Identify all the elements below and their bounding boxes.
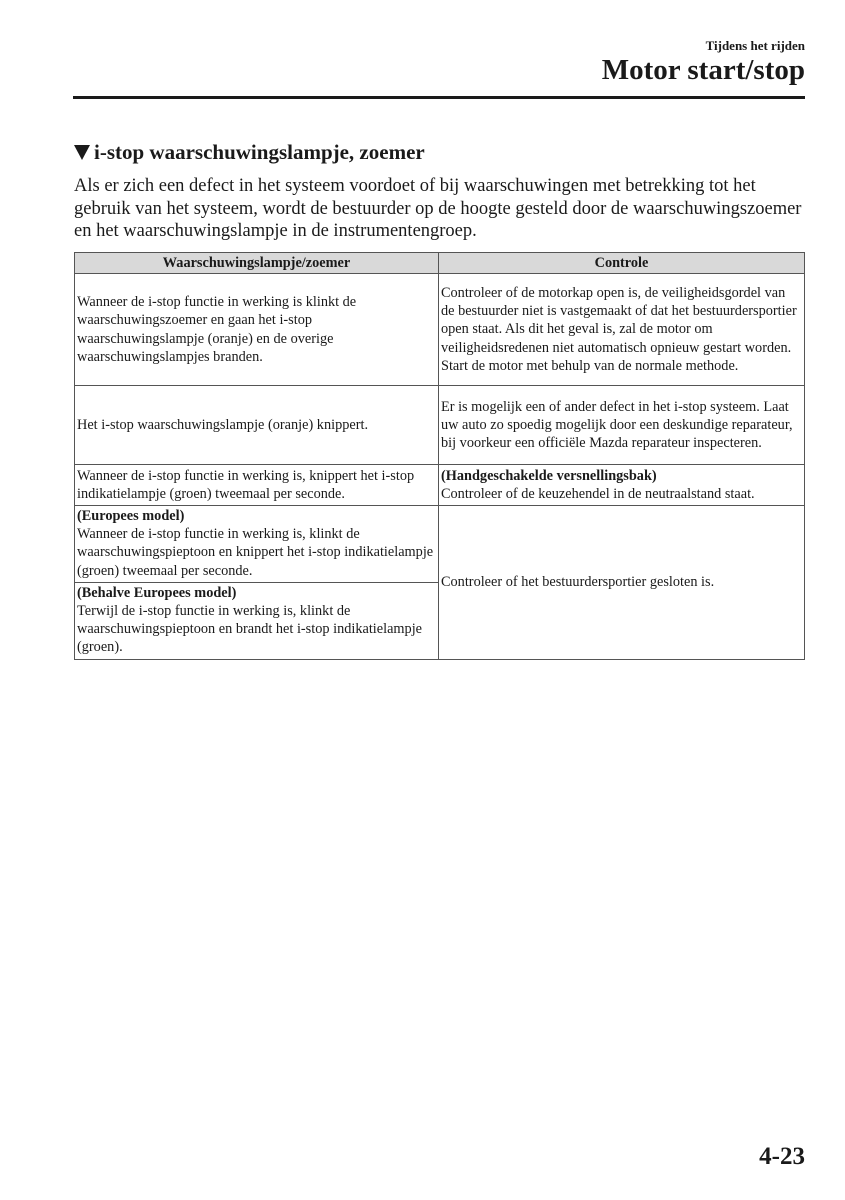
section-title: i-stop waarschuwingslampje, zoemer bbox=[94, 140, 425, 164]
column-header-check: Controle bbox=[439, 253, 805, 274]
table-cell-condition: Het i-stop waarschuwingslampje (oranje) knippert. bbox=[75, 386, 439, 465]
table-header-row bbox=[75, 253, 805, 274]
triangle-bullet-icon bbox=[74, 145, 90, 160]
sub-condition-heading: (Europees model) bbox=[77, 508, 185, 524]
table-row bbox=[75, 274, 805, 386]
intro-paragraph: Als er zich een defect in het systeem voordoet of bij waarschuwingen met betrekking tot het gebruik van het systeem, wordt de bestuurder op de hoogte gesteld door de waarschuwingszoemer en het waarschuwingslampje in de instrumentengroep. bbox=[74, 176, 802, 241]
table-row bbox=[75, 506, 805, 660]
column-header-warning: Waarschuwingslampje/zoemer bbox=[75, 253, 439, 274]
table-row bbox=[75, 386, 805, 465]
table-cell-action: Controleer of het bestuurdersportier gesloten is. bbox=[439, 506, 805, 660]
table-cell-condition: Wanneer de i-stop functie in werking is, knippert het i-stop indikatielampje (groen) tweemaal per seconde. bbox=[75, 465, 439, 506]
chapter-title: Tijdens het rijden bbox=[705, 38, 805, 53]
sub-condition-text: Terwijl de i-stop functie in werking is, klinkt de waarschuwingspieptoon en brandt het i-stop indikatielampje (groen). bbox=[77, 603, 423, 656]
table-cell-action: Controleer of de motorkap open is, de veiligheidsgordel van de bestuurder niet is vastgemaakt of dat het bestuurdersportier open staat. Als dit het geval is, zal de motor om veiligheidsredenen niet automatisch opnieuw gestart worden. Start de motor met behulp van de normale methode. bbox=[439, 274, 805, 386]
table-cell-condition bbox=[75, 506, 439, 660]
action-heading: (Handgeschakelde versnellingsbak) bbox=[441, 467, 657, 484]
table-cell-condition: Wanneer de i-stop functie in werking is klinkt de waarschuwingszoemer en gaan het i-stop waarschuwingslampje (oranje) en de overige waarschuwingslampjes branden. bbox=[75, 274, 439, 386]
page-number: 4-23 bbox=[759, 1143, 805, 1170]
action-text: Controleer of de keuzehendel in de neutraalstand staat. bbox=[441, 486, 755, 502]
table-cell-action: Er is mogelijk een of ander defect in het i-stop systeem. Laat uw auto zo spoedig mogelijk door een deskundige reparateur, bij voorkeur een officiële Mazda reparateur inspecteren. bbox=[439, 386, 805, 465]
page-title: Motor start/stop bbox=[601, 54, 805, 86]
header-divider bbox=[73, 96, 805, 99]
sub-condition-european bbox=[75, 506, 438, 582]
section-heading bbox=[74, 140, 425, 165]
table-row bbox=[75, 465, 805, 506]
table-cell-action bbox=[439, 465, 805, 506]
sub-condition-heading: (Behalve Europees model) bbox=[77, 584, 237, 601]
sub-condition-text: Wanneer de i-stop functie in werking is, klinkt de waarschuwingspieptoon en knippert het i-stop indikatielampje (groen) tweemaal per seconde. bbox=[77, 526, 434, 579]
warning-table bbox=[74, 252, 805, 660]
sub-condition-non-european bbox=[75, 582, 438, 659]
